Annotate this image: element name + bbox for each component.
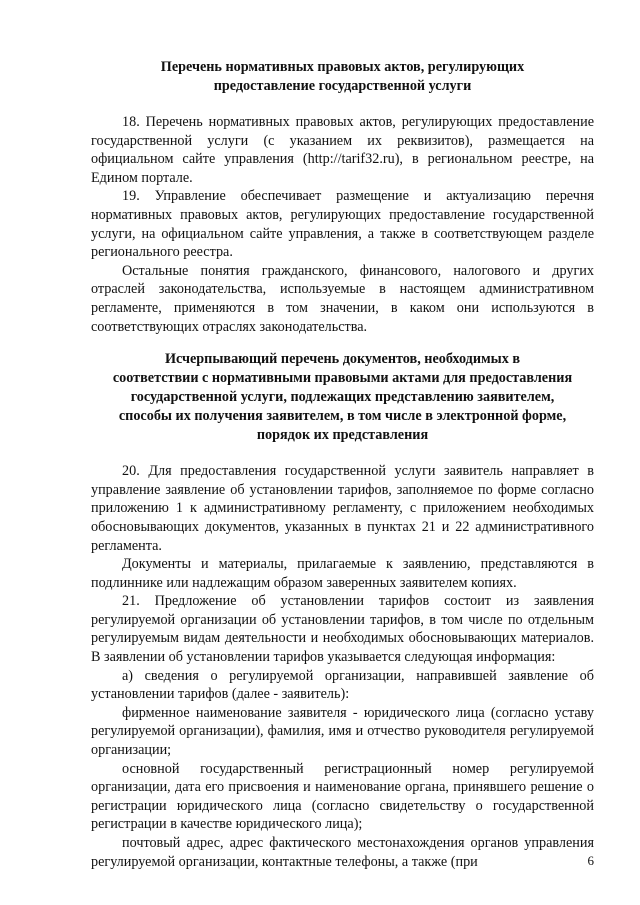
heading-line: Исчерпывающий перечень документов, необходимых в — [164, 351, 521, 368]
heading-line: государственной услуги, подлежащих представлению заявителем, — [130, 389, 555, 406]
paragraph-company-name: фирменное наименование заявителя - юридического лица (согласно уставу регулируемой организации), фамилия, имя и отчество руководителя регулируемой организации; — [91, 704, 594, 759]
paragraph-documents-materials: Документы и материалы, прилагаемые к заявлению, представляются в подлиннике или надлежащим образом заверенных заявителем копиях. — [91, 556, 594, 591]
section-heading-legal-acts — [91, 58, 594, 96]
heading-line: порядок их представления — [256, 427, 429, 444]
paragraph-other-concepts: Остальные понятия гражданского, финансового, налогового и других отраслей законодательства, используемые в настоящем административном регламенте, применяются в том значении, в каком они используются в соответствующих отраслях законодательства. — [91, 262, 594, 335]
paragraph-19: 19. Управление обеспечивает размещение и актуализацию перечня нормативных правовых актов, регулирующих предоставление государственной услуги, на официальном сайте управления, а также в соответствующем разделе регионального реестра. — [91, 188, 594, 261]
paragraph-18: 18. Перечень нормативных правовых актов, регулирующих предоставление государственной услуги (с указанием их реквизитов), размещается на официальном сайте управления (http://tarif32.ru), в региональном реестре, на Едином портале. — [91, 114, 594, 186]
paragraph-21-a: а) сведения о регулируемой организации, направившей заявление об установлении тарифов (далее - заявитель): — [91, 667, 594, 703]
paragraph-21: 21. Предложение об установлении тарифов состоит из заявления регулируемой организации об установлении тарифов, в том числе по отдельным регулируемым видам деятельности и необходимых обосновывающих материалов. В заявлении об установлении тарифов указывается следующая информация: — [91, 593, 594, 666]
paragraph-postal-address: почтовый адрес, адрес фактического местонахождения органов управления регулируемой организации, контактные телефоны, а также (при — [91, 835, 594, 870]
heading-line: Перечень нормативных правовых актов, регулирующих — [160, 59, 525, 75]
paragraph-registration-number: основной государственный регистрационный номер регулируемой организации, дата его присвоения и наименование органа, принявшего решение о регистрации юридического лица (согласно свидетельству о государственной регистрации в качестве юридического лица); — [91, 760, 594, 833]
heading-line: способы их получения заявителем, в том числе в электронной форме, — [118, 408, 567, 425]
heading-line: предоставление государственной услуги — [213, 78, 472, 94]
heading-line: соответствии с нормативными правовыми актами для предоставления — [112, 370, 573, 387]
page-number: 6 — [587, 853, 594, 868]
section-spacer — [91, 336, 594, 350]
section-heading-documents — [91, 350, 594, 445]
paragraph-20: 20. Для предоставления государственной услуги заявитель направляет в управление заявление об установлении тарифов, заполняемое по форме согласно приложению 1 к административному регламенту, с приложением необходимых обосновывающих документов, указанных в пунктах 21 и 22 административного регламента. — [91, 463, 594, 554]
